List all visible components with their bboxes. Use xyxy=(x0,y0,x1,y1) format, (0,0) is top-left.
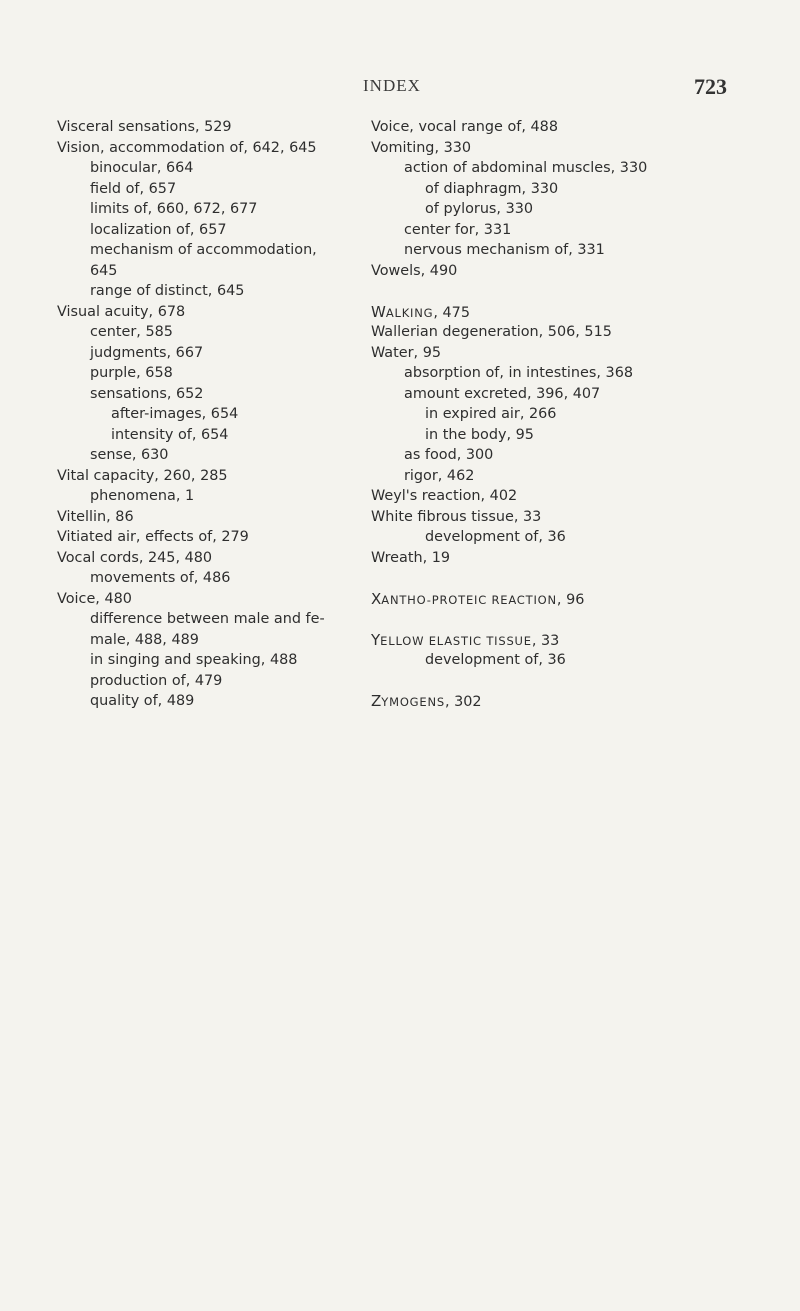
index-entry: Wreath, 19 xyxy=(371,549,451,566)
index-entry: Vowels, 490 xyxy=(371,262,458,279)
index-subentry: development of, 36 xyxy=(425,652,566,668)
index-entry: Vision, accommodation of, 642, 645 xyxy=(57,139,317,156)
index-subentry: difference between male and fe- xyxy=(90,611,325,627)
index-subentry: rigor, 462 xyxy=(404,467,475,484)
index-subentry: development of, 36 xyxy=(425,529,566,545)
index-subentry: as food, 300 xyxy=(404,447,494,463)
index-entry: Voice, vocal range of, 488 xyxy=(371,119,558,135)
index-entry: Wallerian degeneration, 506, 515 xyxy=(371,324,612,340)
index-subentry: 645 xyxy=(90,262,118,279)
index-subentry: judgments, 667 xyxy=(90,344,204,361)
index-column-left xyxy=(57,117,377,712)
index-subentry: after-images, 654 xyxy=(111,406,239,422)
index-subentry: action of abdominal muscles, 330 xyxy=(404,160,648,176)
running-head: INDEX xyxy=(363,76,421,95)
index-subentry: of pylorus, 330 xyxy=(425,201,534,217)
letter-group-gap xyxy=(371,671,771,692)
index-subentry: in singing and speaking, 488 xyxy=(90,652,298,668)
index-column-right xyxy=(371,117,771,712)
index-entry: ZYMOGENS, 302 xyxy=(371,692,482,710)
index-subentry: absorption of, in intestines, 368 xyxy=(404,365,633,381)
index-subentry: center for, 331 xyxy=(404,221,512,238)
index-subentry: purple, 658 xyxy=(90,365,173,381)
page-header xyxy=(0,76,800,100)
index-entry: Weyl's reaction, 402 xyxy=(371,488,518,504)
index-subentry: in expired air, 266 xyxy=(425,406,557,422)
index-entry: Vitiated air, effects of, 279 xyxy=(57,529,249,545)
index-subentry: field of, 657 xyxy=(90,180,177,197)
index-subentry: phenomena, 1 xyxy=(90,488,195,504)
letter-group-gap xyxy=(371,609,771,630)
index-subentry: amount excreted, 396, 407 xyxy=(404,385,601,402)
index-subentry: in the body, 95 xyxy=(425,426,534,443)
index-subentry: quality of, 489 xyxy=(90,693,195,709)
index-subentry: sense, 630 xyxy=(90,447,169,463)
index-entry: Visceral sensations, 529 xyxy=(57,119,232,135)
index-entry: XANTHO-PROTEIC REACTION, 96 xyxy=(371,589,585,608)
index-entry: Vocal cords, 245, 480 xyxy=(57,549,213,566)
index-subentry: binocular, 664 xyxy=(90,160,194,176)
letter-group-gap xyxy=(371,568,771,589)
index-entry: YELLOW ELASTIC TISSUE, 33 xyxy=(371,630,560,649)
index-subentry: limits of, 660, 672, 677 xyxy=(90,201,258,217)
index-subentry: intensity of, 654 xyxy=(111,426,229,443)
index-entry: Visual acuity, 678 xyxy=(57,303,186,320)
index-subentry: localization of, 657 xyxy=(90,221,227,238)
index-entry: Voice, 480 xyxy=(57,590,132,607)
index-entry: Vital capacity, 260, 285 xyxy=(57,467,228,484)
index-subentry: nervous mechanism of, 331 xyxy=(404,242,605,258)
index-entry: Vitellin, 86 xyxy=(57,508,134,525)
index-subentry: mechanism of accommodation, xyxy=(90,242,317,258)
letter-group-gap xyxy=(371,281,771,302)
index-entry: WALKING, 475 xyxy=(371,302,470,321)
index-subentry: male, 488, 489 xyxy=(90,631,199,648)
index-entry: Water, 95 xyxy=(371,344,441,361)
page-number: 723 xyxy=(694,74,727,99)
index-subentry: production of, 479 xyxy=(90,672,223,689)
index-subentry: movements of, 486 xyxy=(90,570,231,586)
index-subentry: of diaphragm, 330 xyxy=(425,180,559,197)
index-entry: Vomiting, 330 xyxy=(371,139,472,156)
index-subentry: sensations, 652 xyxy=(90,385,204,402)
index-entry: White fibrous tissue, 33 xyxy=(371,508,542,525)
index-subentry: range of distinct, 645 xyxy=(90,283,245,299)
index-subentry: center, 585 xyxy=(90,324,173,340)
